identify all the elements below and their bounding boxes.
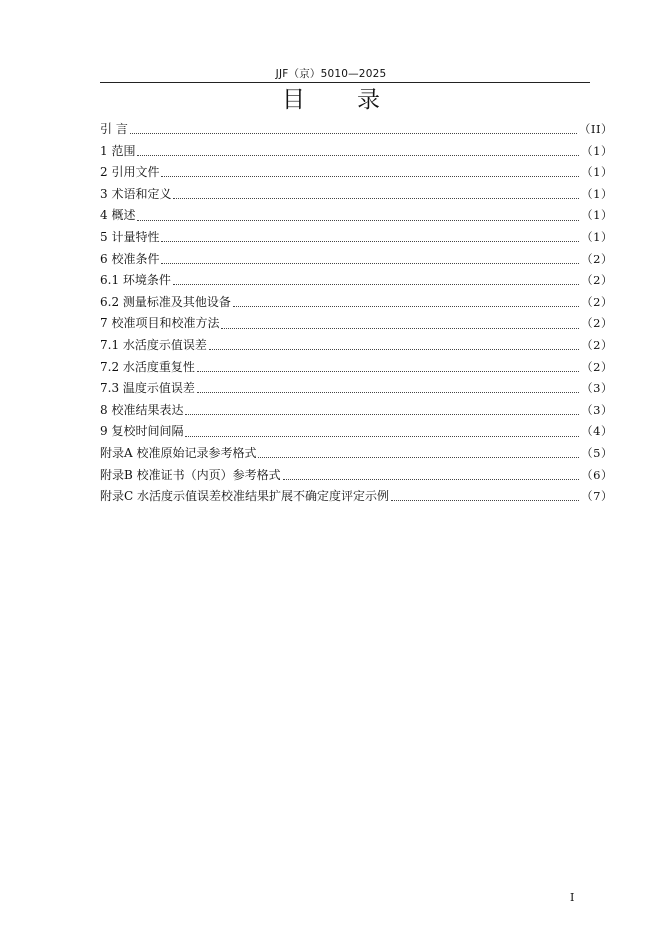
toc-entry-label: 引 言: [100, 122, 128, 136]
toc-leader-dots: [185, 414, 579, 415]
standard-code-header: JJF（京）5010—2025: [275, 68, 387, 80]
title-char-1: 目: [282, 87, 305, 113]
toc-entry-page: （1）: [581, 186, 613, 201]
toc-entry[interactable]: [100, 162, 613, 184]
toc-entry-page: （4）: [581, 424, 613, 439]
toc-leader-dots: [161, 241, 579, 242]
toc-leader-dots: [161, 176, 579, 177]
toc-entry-page: （II）: [578, 122, 613, 136]
toc-entry[interactable]: [100, 119, 613, 141]
toc-leader-dots: [130, 133, 577, 134]
toc-leader-dots: [221, 328, 579, 329]
table-of-contents: [100, 119, 613, 508]
toc-entry[interactable]: [100, 357, 613, 379]
title-char-2: 录: [357, 87, 380, 113]
toc-entry-label: 6 校准条件: [100, 251, 160, 266]
toc-entry-page: （6）: [581, 467, 613, 482]
toc-entry-label: 1 范围: [100, 143, 136, 158]
toc-leader-dots: [197, 392, 579, 393]
toc-entry[interactable]: [100, 184, 613, 206]
page-number: I: [570, 891, 575, 904]
toc-entry-page: （5）: [581, 445, 613, 460]
toc-leader-dots: [258, 457, 579, 458]
toc-leader-dots: [391, 500, 579, 501]
toc-entry[interactable]: [100, 443, 613, 465]
toc-entry-label: 4 概述: [100, 208, 136, 223]
toc-entry-label: 6.2 测量标准及其他设备: [100, 294, 231, 309]
toc-leader-dots: [137, 155, 579, 156]
toc-entry-page: （1）: [581, 165, 613, 180]
toc-entry-label: 7.1 水活度示值误差: [100, 337, 207, 352]
toc-entry-page: （1）: [581, 143, 613, 158]
toc-entry-label: 5 计量特性: [100, 229, 160, 244]
toc-entry[interactable]: [100, 249, 613, 271]
toc-leader-dots: [161, 263, 579, 264]
toc-entry-page: （1）: [581, 208, 613, 223]
toc-leader-dots: [185, 436, 579, 437]
toc-leader-dots: [173, 284, 579, 285]
toc-leader-dots: [197, 371, 579, 372]
toc-entry[interactable]: [100, 486, 613, 508]
toc-entry-label: 8 校准结果表达: [100, 402, 184, 417]
toc-entry-page: （7）: [581, 489, 613, 504]
toc-entry-page: （2）: [581, 359, 613, 374]
toc-entry-label: 附录A 校准原始记录参考格式: [100, 445, 257, 460]
toc-entry-label: 3 术语和定义: [100, 186, 172, 201]
toc-entry-page: （2）: [581, 316, 613, 331]
toc-entry-label: 2 引用文件: [100, 165, 160, 180]
toc-entry[interactable]: [100, 378, 613, 400]
toc-entry[interactable]: [100, 421, 613, 443]
toc-leader-dots: [137, 220, 579, 221]
header-divider: [100, 82, 590, 83]
toc-entry[interactable]: [100, 227, 613, 249]
toc-entry[interactable]: [100, 465, 613, 487]
toc-leader-dots: [209, 349, 579, 350]
toc-entry-page: （1）: [581, 229, 613, 244]
page-title: [0, 85, 662, 115]
toc-entry-page: （2）: [581, 337, 613, 352]
toc-entry-page: （3）: [581, 402, 613, 417]
toc-entry-label: 9 复校时间间隔: [100, 424, 184, 439]
toc-entry[interactable]: [100, 400, 613, 422]
toc-entry-label: 附录B 校准证书（内页）参考格式: [100, 467, 281, 482]
toc-entry[interactable]: [100, 141, 613, 163]
toc-leader-dots: [173, 198, 579, 199]
toc-entry-page: （2）: [581, 273, 613, 288]
toc-entry-label: 6.1 环境条件: [100, 273, 171, 288]
toc-entry-label: 7.2 水活度重复性: [100, 359, 195, 374]
toc-entry-page: （2）: [581, 294, 613, 309]
toc-leader-dots: [233, 306, 579, 307]
toc-entry-label: 7 校准项目和校准方法: [100, 316, 220, 331]
toc-entry[interactable]: [100, 335, 613, 357]
toc-entry-label: 7.3 温度示值误差: [100, 381, 195, 396]
toc-entry-page: （2）: [581, 251, 613, 266]
toc-entry[interactable]: [100, 313, 613, 335]
toc-entry[interactable]: [100, 292, 613, 314]
toc-entry[interactable]: [100, 270, 613, 292]
toc-leader-dots: [283, 479, 580, 480]
toc-entry[interactable]: [100, 205, 613, 227]
toc-entry-page: （3）: [581, 381, 613, 396]
toc-entry-label: 附录C 水活度示值误差校准结果扩展不确定度评定示例: [100, 489, 389, 504]
